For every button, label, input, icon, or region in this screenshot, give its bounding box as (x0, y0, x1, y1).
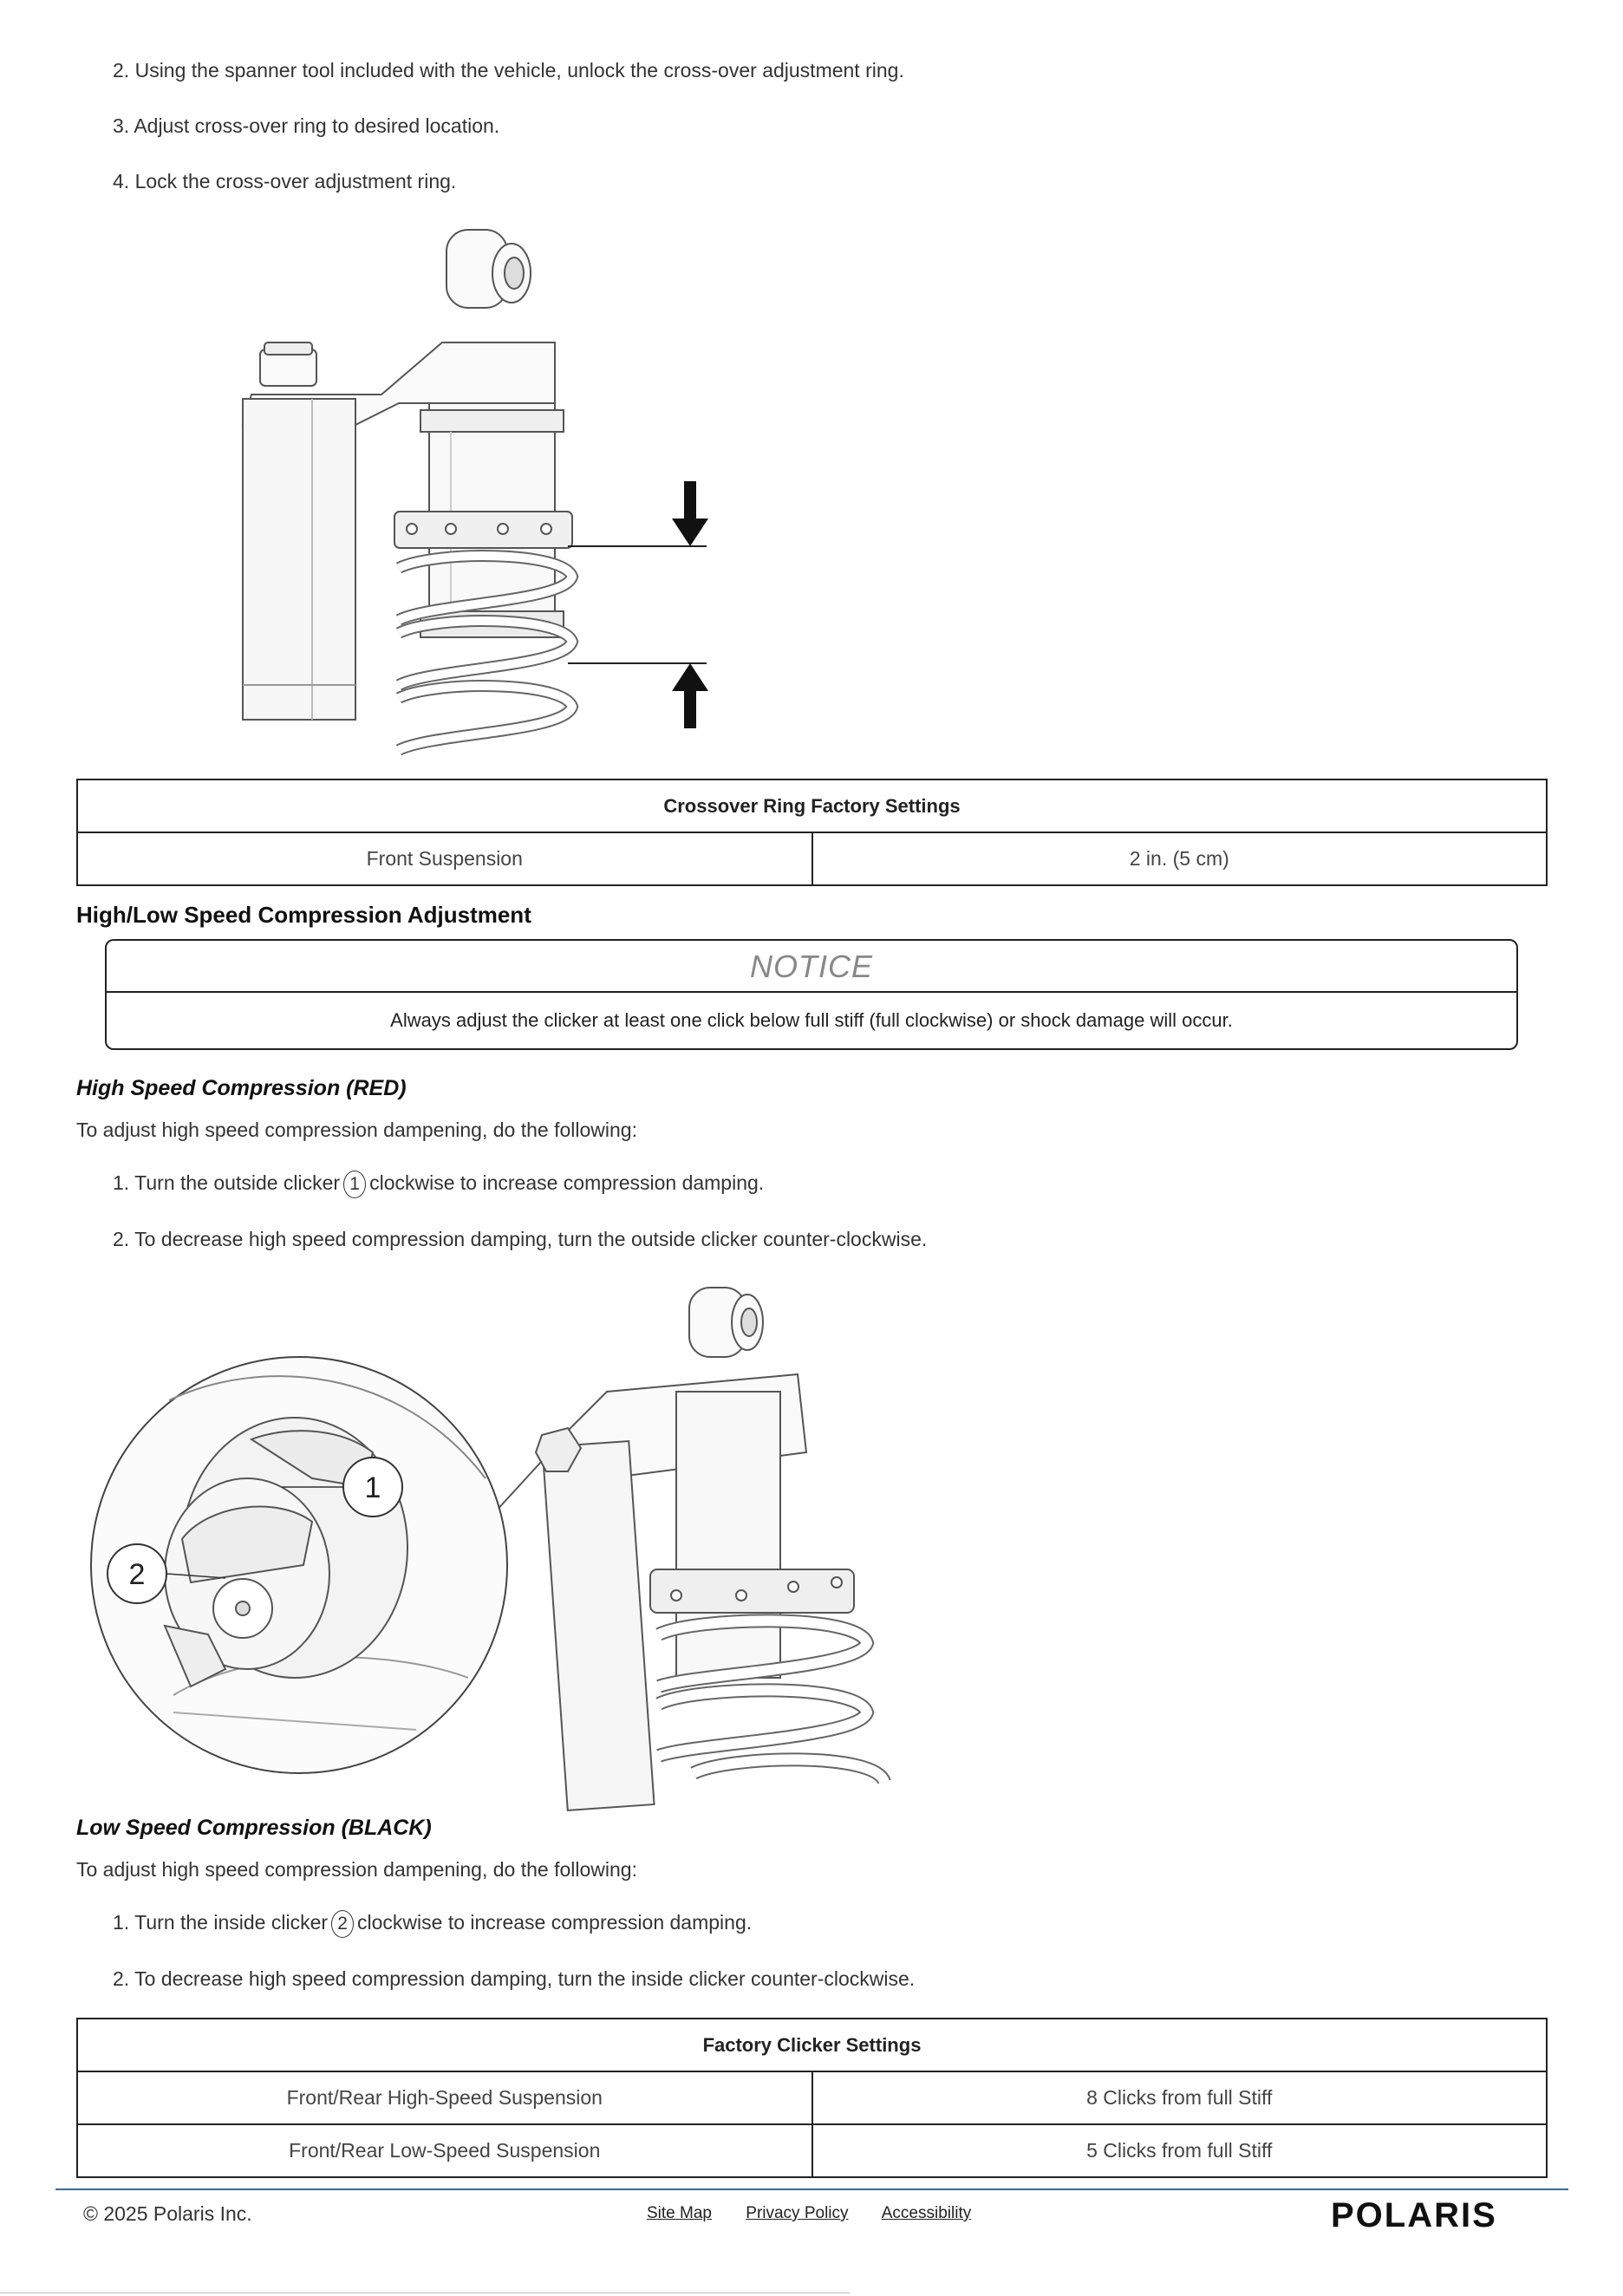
table-header-row (77, 2019, 1547, 2071)
notice-text: Always adjust the clicker at least one click below full stiff (full clockwise) or shock damage will occur. (390, 1009, 1233, 1031)
step-text: To decrease high speed compression damping, turn the inside clicker counter-clockwise. (134, 1967, 916, 1990)
clicker-detail-illustration (87, 1279, 902, 1817)
step-3-top (113, 114, 499, 138)
step-number: 2. (113, 59, 130, 82)
step-text: clockwise to increase compression damping. (369, 1171, 765, 1195)
step-4-top (113, 170, 456, 193)
table-cell-label: Front/Rear High-Speed Suspension (77, 2071, 812, 2124)
accessibility-link[interactable]: Accessibility (881, 2204, 972, 2222)
crossover-ring-table (76, 779, 1548, 886)
step-text: Turn the outside clicker (134, 1171, 341, 1195)
table-cell-label: Front Suspension (77, 832, 812, 885)
table-row (77, 2124, 1547, 2177)
table-title: Factory Clicker Settings (77, 2019, 1547, 2071)
polaris-logo[interactable] (1331, 2197, 1543, 2232)
table-cell-value: 5 Clicks from full Stiff (812, 2124, 1548, 2177)
step-text: Adjust cross-over ring to desired location. (134, 114, 500, 137)
step-number: 2. (113, 1228, 130, 1250)
table-cell-label: Front/Rear Low-Speed Suspension (77, 2124, 812, 2177)
callout-2-badge: 2 (331, 1910, 354, 1938)
step-number: 2. (113, 1967, 130, 1990)
high-speed-step-1 (113, 1171, 764, 1198)
table-cell-value: 8 Clicks from full Stiff (812, 2071, 1548, 2124)
low-speed-step-1 (113, 1910, 752, 1938)
notice-title: NOTICE (107, 941, 1516, 993)
table-row (77, 832, 1547, 885)
low-speed-step-2 (113, 1967, 915, 1991)
polaris-logo-text: POLARIS (1331, 2197, 1497, 2232)
step-number: 4. (113, 170, 130, 192)
high-speed-step-2 (113, 1228, 927, 1251)
step-2-top (113, 59, 904, 82)
step-text: To decrease high speed compression damping, turn the outside clicker counter-clockwise. (134, 1228, 928, 1250)
footer-links (647, 2204, 1001, 2223)
callout-2: 2 (128, 1558, 146, 1591)
step-number: 1. (113, 1911, 130, 1934)
callout-1: 1 (364, 1471, 381, 1504)
factory-clicker-table (76, 2018, 1548, 2178)
step-text: Lock the cross-over adjustment ring. (134, 170, 457, 192)
step-number: 1. (113, 1171, 130, 1195)
table-cell-value: 2 in. (5 cm) (812, 832, 1548, 885)
table-title: Crossover Ring Factory Settings (77, 779, 1547, 832)
compression-heading: High/Low Speed Compression Adjustment (76, 902, 531, 928)
step-text: clockwise to increase compression damping. (357, 1911, 753, 1934)
low-speed-heading: Low Speed Compression (BLACK) (76, 1816, 432, 1840)
table-header-row (77, 779, 1547, 832)
high-speed-heading: High Speed Compression (RED) (76, 1076, 407, 1100)
footer-divider (55, 2188, 1568, 2190)
step-number: 3. (113, 114, 130, 137)
low-speed-intro: To adjust high speed compression dampening, do the following: (76, 1858, 637, 1881)
callout-1-badge: 1 (343, 1171, 366, 1198)
step-text: Turn the inside clicker (134, 1911, 329, 1934)
shock-crossover-ring-illustration (225, 221, 711, 759)
table-row (77, 2071, 1547, 2124)
step-text: Using the spanner tool included with the vehicle, unlock the cross-over adjustment ring. (134, 59, 904, 82)
site-map-link[interactable]: Site Map (647, 2204, 712, 2222)
high-speed-intro: To adjust high speed compression dampening, do the following: (76, 1119, 637, 1141)
privacy-policy-link[interactable]: Privacy Policy (746, 2204, 849, 2222)
notice-box (105, 939, 1518, 1050)
footer-copyright: © 2025 Polaris Inc. (83, 2202, 252, 2225)
